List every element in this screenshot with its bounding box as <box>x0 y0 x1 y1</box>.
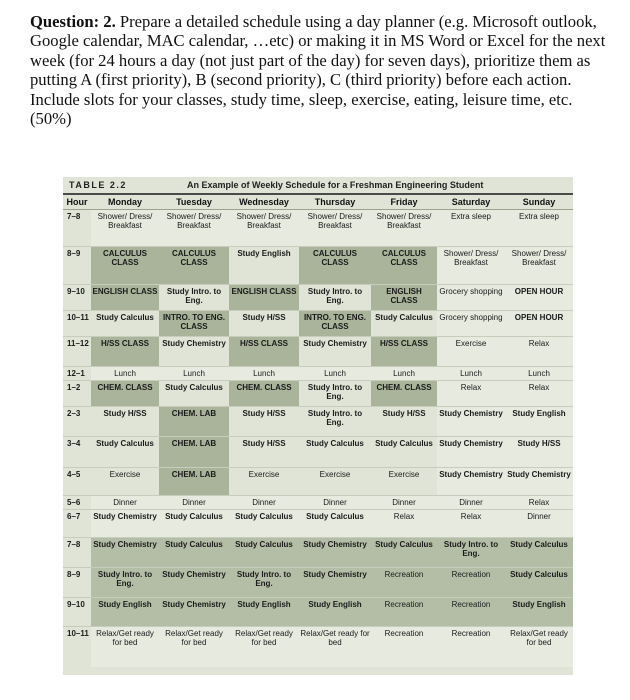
table-cell: Study English <box>299 598 371 627</box>
hour-cell: 7–8 <box>63 210 91 247</box>
table-cell: Relax/Get ready for bed <box>299 627 371 667</box>
table-cell: Recreation <box>371 627 437 667</box>
table-cell: ENGLISH CLASS <box>91 285 159 311</box>
question-body: Prepare a detailed schedule using a day planner (e.g. Microsoft outlook, Google calendar, MAC calendar, …etc) or making it in MS Word or Excel for the next week (for 24 hours a day (not just part of the day) for seven days), prioritize them as putting A (first priority), B (second priority), C (third priority) before each action. Include slots for your classes, study time, sleep, exercise, eating, leisure time, etc. (50%) <box>30 12 606 129</box>
table-cell: Exercise <box>299 468 371 496</box>
table-cell: Study Chemistry <box>437 468 505 496</box>
table-cell: H/SS CLASS <box>371 337 437 367</box>
table-cell: Relax <box>505 337 573 367</box>
table-cell: Study H/SS <box>371 407 437 437</box>
table-cell: Shower/ Dress/ Breakfast <box>229 210 299 247</box>
table-cell: Study Chemistry <box>91 538 159 568</box>
table-cell: CHEM. LAB <box>159 407 229 437</box>
table-cell: Study Intro. to Eng. <box>299 285 371 311</box>
table-cell: Lunch <box>437 367 505 381</box>
table-row <box>63 568 573 598</box>
table-cell: Dinner <box>299 496 371 510</box>
table-cell: CHEM. LAB <box>159 437 229 468</box>
table-cell: Dinner <box>229 496 299 510</box>
table-cell: Study Calculus <box>371 538 437 568</box>
table-cell: Study H/SS <box>229 407 299 437</box>
table-cell: Study Calculus <box>371 437 437 468</box>
table-cell: Study Intro. to Eng. <box>299 381 371 407</box>
header-saturday: Saturday <box>437 195 505 210</box>
table-cell: Recreation <box>371 568 437 598</box>
table-cell: Grocery shopping <box>437 311 505 337</box>
table-row <box>63 538 573 568</box>
table-cell: Shower/ Dress/ Breakfast <box>159 210 229 247</box>
table-cell: Study English <box>505 598 573 627</box>
schedule-table-figure <box>63 177 573 675</box>
table-cell: Relax/Get ready for bed <box>505 627 573 667</box>
table-cell: Lunch <box>229 367 299 381</box>
hour-cell: 2–3 <box>63 407 91 437</box>
table-row <box>63 627 573 667</box>
table-cell: Study Calculus <box>299 510 371 538</box>
table-cell: Lunch <box>371 367 437 381</box>
hour-cell: 8–9 <box>63 247 91 285</box>
table-cell: Recreation <box>437 568 505 598</box>
table-row <box>63 510 573 538</box>
table-cell: H/SS CLASS <box>91 337 159 367</box>
table-cell: Study Intro. to Eng. <box>299 407 371 437</box>
table-cell: Study English <box>229 598 299 627</box>
hour-cell: 4–5 <box>63 468 91 496</box>
table-cell: Shower/ Dress/ Breakfast <box>505 247 573 285</box>
table-cell: Study Calculus <box>91 437 159 468</box>
table-cell: Dinner <box>437 496 505 510</box>
table-cell: Study Chemistry <box>437 437 505 468</box>
table-cell: Lunch <box>159 367 229 381</box>
table-cell: Extra sleep <box>505 210 573 247</box>
hour-cell: 10–11 <box>63 311 91 337</box>
table-cell: Lunch <box>299 367 371 381</box>
table-cell: Study Chemistry <box>437 407 505 437</box>
table-cell: INTRO. TO ENG. CLASS <box>159 311 229 337</box>
hour-cell: 7–8 <box>63 538 91 568</box>
table-cell: OPEN HOUR <box>505 311 573 337</box>
table-cell: Study Chemistry <box>505 468 573 496</box>
table-cell: Shower/ Dress/ Breakfast <box>437 247 505 285</box>
table-cell: Study Calculus <box>229 538 299 568</box>
question-label: Question: 2. <box>30 12 116 31</box>
hour-cell: 1–2 <box>63 381 91 407</box>
table-cell: Relax <box>437 510 505 538</box>
hour-cell: 6–7 <box>63 510 91 538</box>
table-cell: ENGLISH CLASS <box>229 285 299 311</box>
table-cell: Recreation <box>437 598 505 627</box>
table-cell: Shower/ Dress/ Breakfast <box>371 210 437 247</box>
table-number: TABLE 2.2 <box>69 180 127 190</box>
table-row <box>63 496 573 510</box>
hour-cell: 11–12 <box>63 337 91 367</box>
hour-cell: 5–6 <box>63 496 91 510</box>
header-wednesday: Wednesday <box>229 195 299 210</box>
table-cell: CALCULUS CLASS <box>299 247 371 285</box>
header-friday: Friday <box>371 195 437 210</box>
table-cell: Lunch <box>91 367 159 381</box>
table-cell: Dinner <box>371 496 437 510</box>
table-row <box>63 598 573 627</box>
hour-cell: 12–1 <box>63 367 91 381</box>
table-cell: Recreation <box>437 627 505 667</box>
table-row <box>63 437 573 468</box>
table-cell: Study Calculus <box>159 510 229 538</box>
table-cell: Grocery shopping <box>437 285 505 311</box>
table-row <box>63 407 573 437</box>
table-cell: CHEM. LAB <box>159 468 229 496</box>
table-cell: Recreation <box>371 598 437 627</box>
table-cell: Exercise <box>229 468 299 496</box>
header-thursday: Thursday <box>299 195 371 210</box>
table-row <box>63 337 573 367</box>
table-cell: Exercise <box>437 337 505 367</box>
table-cell: Study Calculus <box>505 538 573 568</box>
table-cell: Study Intro. to Eng. <box>159 285 229 311</box>
header-hour: Hour <box>63 195 91 210</box>
table-row <box>63 468 573 496</box>
table-row <box>63 381 573 407</box>
table-cell: Dinner <box>505 510 573 538</box>
table-cell: Study Chemistry <box>299 538 371 568</box>
table-row <box>63 210 573 247</box>
hour-cell: 10–11 <box>63 627 91 667</box>
table-cell: Study Chemistry <box>299 337 371 367</box>
table-cell: Study Intro. to Eng. <box>91 568 159 598</box>
table-cell: Study H/SS <box>229 311 299 337</box>
table-title: An Example of Weekly Schedule for a Freshman Engineering Student <box>187 180 484 190</box>
table-cell: INTRO. TO ENG. CLASS <box>299 311 371 337</box>
table-row <box>63 285 573 311</box>
table-cell: Study Calculus <box>505 568 573 598</box>
table-cell: Lunch <box>505 367 573 381</box>
table-cell: CALCULUS CLASS <box>159 247 229 285</box>
table-cell: CHEM. CLASS <box>229 381 299 407</box>
table-cell: Exercise <box>371 468 437 496</box>
table-cell: CHEM. CLASS <box>371 381 437 407</box>
table-cell: H/SS CLASS <box>229 337 299 367</box>
table-cell: Study Intro. to Eng. <box>437 538 505 568</box>
hour-cell: 9–10 <box>63 598 91 627</box>
table-cell: Relax <box>437 381 505 407</box>
table-cell: Study Calculus <box>299 437 371 468</box>
table-cell: Relax/Get ready for bed <box>229 627 299 667</box>
table-cell: Relax/Get ready for bed <box>159 627 229 667</box>
table-cell: CALCULUS CLASS <box>91 247 159 285</box>
table-cell: Dinner <box>91 496 159 510</box>
table-cell: Study Chemistry <box>159 337 229 367</box>
weekly-schedule-table <box>63 195 573 667</box>
table-cell: Study Chemistry <box>159 568 229 598</box>
table-header-row <box>63 195 573 210</box>
table-row <box>63 247 573 285</box>
hour-cell: 8–9 <box>63 568 91 598</box>
table-caption <box>63 177 573 193</box>
hour-cell: 3–4 <box>63 437 91 468</box>
table-cell: Shower/ Dress/ Breakfast <box>299 210 371 247</box>
table-cell: Extra sleep <box>437 210 505 247</box>
question-text <box>30 12 610 128</box>
table-row <box>63 311 573 337</box>
table-cell: Study H/SS <box>505 437 573 468</box>
table-cell: CHEM. CLASS <box>91 381 159 407</box>
table-cell: Study Calculus <box>229 510 299 538</box>
table-cell: Study English <box>91 598 159 627</box>
header-tuesday: Tuesday <box>159 195 229 210</box>
table-cell: Study Calculus <box>159 538 229 568</box>
table-cell: Study H/SS <box>91 407 159 437</box>
table-row <box>63 367 573 381</box>
table-cell: Study English <box>229 247 299 285</box>
table-cell: ENGLISH CLASS <box>371 285 437 311</box>
header-sunday: Sunday <box>505 195 573 210</box>
table-cell: Study Calculus <box>159 381 229 407</box>
table-cell: Study Intro. to Eng. <box>229 568 299 598</box>
table-cell: Study Calculus <box>371 311 437 337</box>
table-cell: Study English <box>505 407 573 437</box>
table-cell: Study H/SS <box>229 437 299 468</box>
table-cell: Study Calculus <box>91 311 159 337</box>
table-cell: Dinner <box>159 496 229 510</box>
table-cell: Relax <box>371 510 437 538</box>
table-cell: Relax <box>505 381 573 407</box>
table-cell: OPEN HOUR <box>505 285 573 311</box>
table-cell: Relax/Get ready for bed <box>91 627 159 667</box>
table-cell: Exercise <box>91 468 159 496</box>
header-monday: Monday <box>91 195 159 210</box>
table-cell: CALCULUS CLASS <box>371 247 437 285</box>
table-cell: Relax <box>505 496 573 510</box>
table-cell: Shower/ Dress/ Breakfast <box>91 210 159 247</box>
table-cell: Study Chemistry <box>299 568 371 598</box>
table-cell: Study Chemistry <box>91 510 159 538</box>
table-cell: Study Chemistry <box>159 598 229 627</box>
hour-cell: 9–10 <box>63 285 91 311</box>
